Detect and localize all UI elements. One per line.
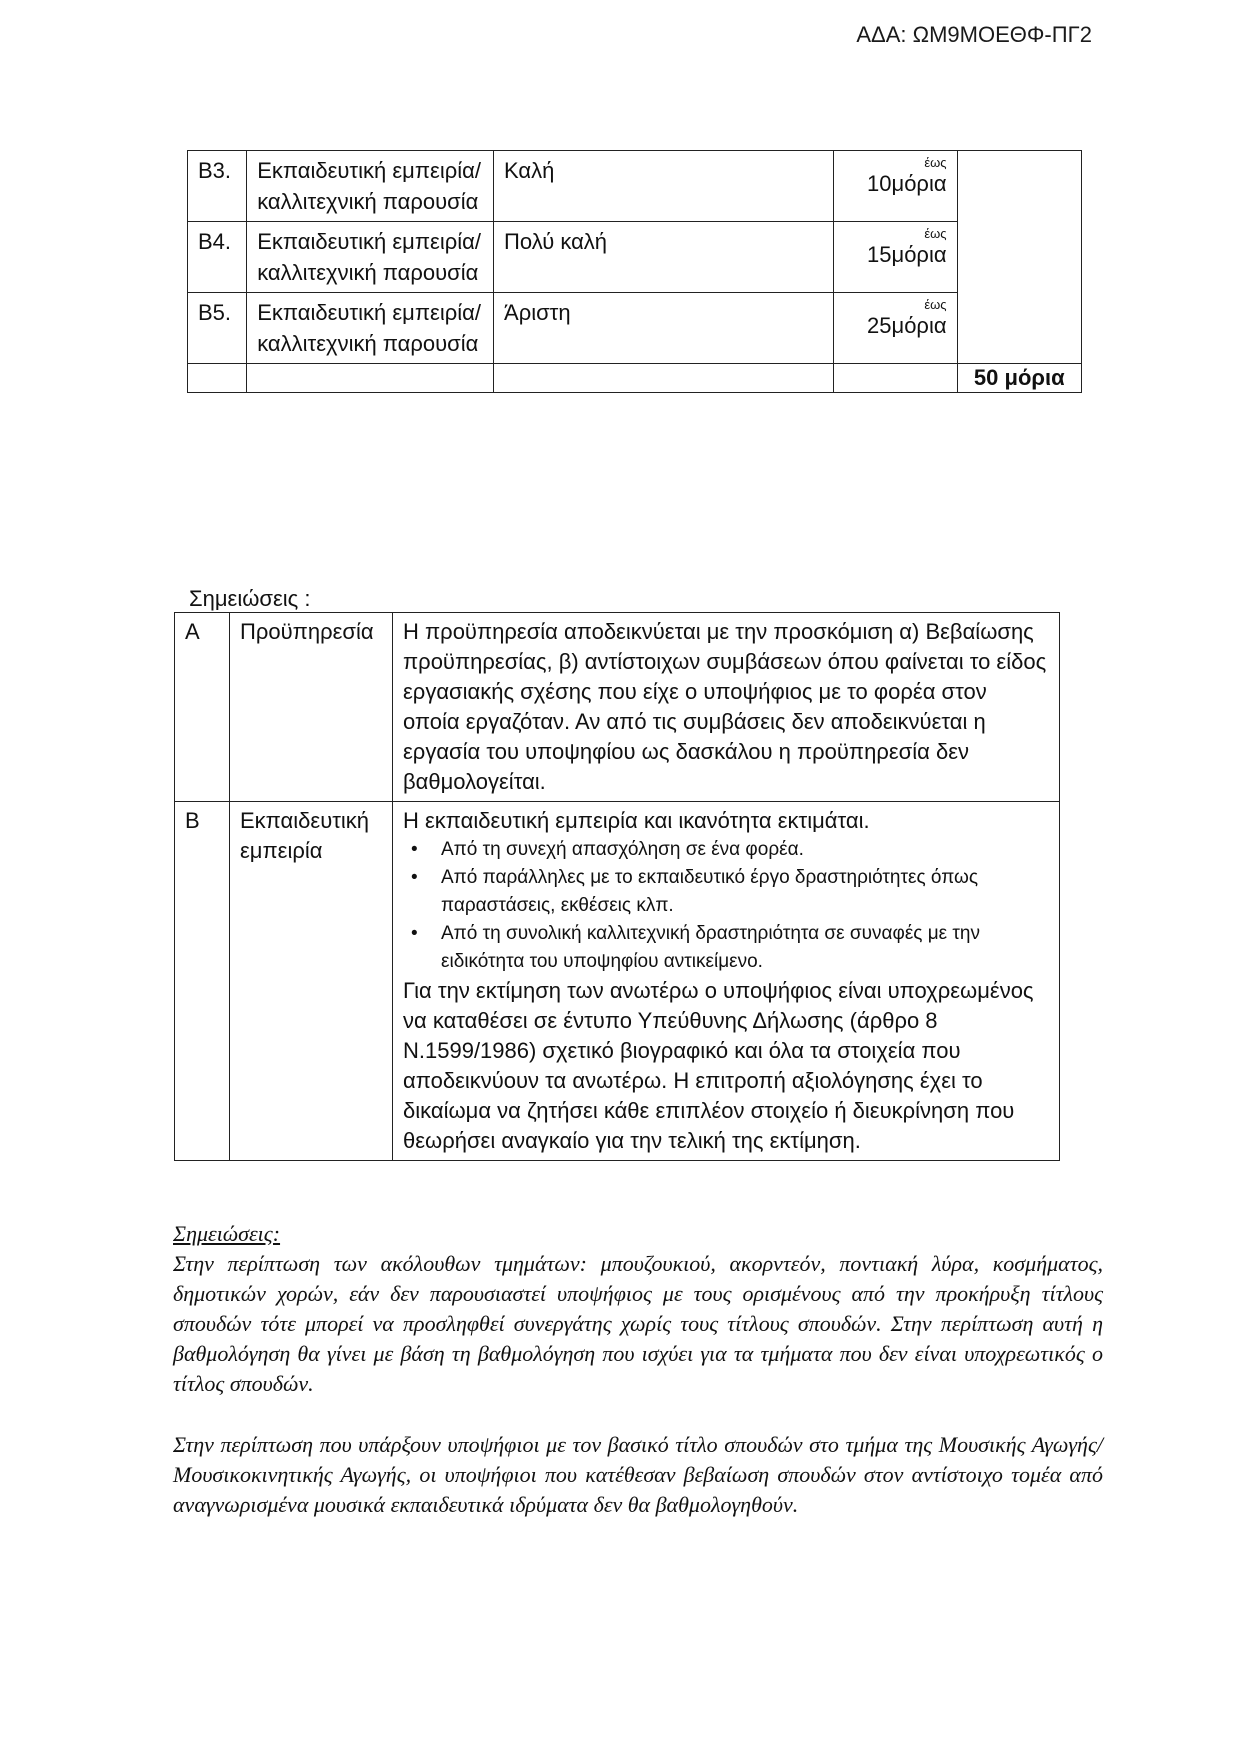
row-code: Β3.	[188, 151, 247, 222]
bullet-icon: •	[411, 867, 418, 888]
score-table	[187, 150, 1082, 393]
italic-notes-paragraph: Στην περίπτωση των ακόλουθων τμημάτων: μπουζουκιού, ακορντεόν, ποντιακή λύρα, κοσμήματος, δημοτικών χορών, εάν δεν παρουσιαστεί υποψήφιος με τους ορισμένους από την προκήρυξη τίτλους σπουδών τότε μπορεί να προσληφθεί συνεργάτης χωρίς τους τίτλους σπουδών. Στην περίπτωση αυτή η βαθμολόγηση θα γίνει με βάση τη βαθμολόγηση που ισχύει για τα τμήματα που δεν είναι υποχρεωτικός ο τίτλος σπουδών.	[173, 1251, 1103, 1396]
italic-notes-title: Σημειώσεις:	[173, 1221, 281, 1246]
notes-table	[174, 612, 1060, 1161]
note-intro: Η εκπαιδευτική εμπειρία και ικανότητα εκτιμάται.	[403, 808, 870, 833]
upto-label: έως	[924, 226, 947, 241]
row-level: Άριστη	[494, 293, 834, 364]
empty-cell	[834, 364, 957, 393]
empty-cell	[494, 364, 834, 393]
italic-notes-paragraph-2: Στην περίπτωση που υπάρξουν υποψήφιοι με τον βασικό τίτλο σπουδών στο τμήμα της Μουσικής Αγωγής/ Μουσικοκινητικής Αγωγής, οι υποψήφιοι που κατέθεσαν βεβαίωση σπουδών στον αντίστοιχο τομέα από αναγνωρισμένα μουσικά εκπαιδευτικά ιδρύματα δεν θα βαθμολογηθούν.	[173, 1432, 1103, 1517]
table-row	[175, 613, 1060, 802]
row-points: 15μόρια	[867, 242, 947, 267]
note-key: Α	[175, 613, 230, 802]
notes-label: Σημειώσεις :	[189, 586, 311, 611]
row-points: 25μόρια	[867, 313, 947, 338]
row-description: Εκπαιδευτική εμπειρία/ καλλιτεχνική παρουσία	[247, 151, 494, 222]
table-row	[188, 151, 1082, 222]
bullet-text: Από τη συνολική καλλιτεχνική δραστηριότητα σε συναφές με την ειδικότητα του υποψηφίου αντικείμενο.	[441, 923, 980, 972]
note-outro: Για την εκτίμηση των ανωτέρω ο υποψήφιος είναι υποχρεωμένος να καταθέσει σε έντυπο Υπεύθυνης Δήλωσης (άρθρο 8 Ν.1599/1986) σχετικό βιογραφικό και όλα τα στοιχεία που αποδεικνύουν τα ανωτέρω. Η επιτροπή αξιολόγησης έχει το δικαίωμα να ζητήσει κάθε επιπλέον στοιχείο ή διευκρίνηση που θεωρήσει αναγκαίο για την τελική της εκτίμηση.	[403, 978, 1034, 1153]
empty-cell	[247, 364, 494, 393]
list-item	[403, 920, 1049, 976]
row-level: Καλή	[494, 151, 834, 222]
bullet-icon: •	[411, 839, 418, 860]
table-row	[188, 293, 1082, 364]
row-code: Β4.	[188, 222, 247, 293]
row-description: Εκπαιδευτική εμπειρία/ καλλιτεχνική παρουσία	[247, 293, 494, 364]
note-title: Προϋπηρεσία	[230, 613, 393, 802]
list-item	[403, 864, 1049, 920]
row-points: 10μόρια	[867, 171, 947, 196]
total-points: 50 μόρια	[957, 364, 1081, 393]
list-item	[403, 836, 1049, 864]
row-description: Εκπαιδευτική εμπειρία/ καλλιτεχνική παρουσία	[247, 222, 494, 293]
row-code: Β5.	[188, 293, 247, 364]
bullet-list	[403, 836, 1049, 976]
note-text: Η προϋπηρεσία αποδεικνύεται με την προσκόμιση α) Βεβαίωσης προϋπηρεσίας, β) αντίστοιχων συμβάσεων όπου φαίνεται το είδος εργασιακής σχέσης που είχε ο υποψήφιος με το φορέα στον οποία εργαζόταν. Αν από τις συμβάσεις δεν αποδεικνύεται η εργασία του υποψηφίου ως δασκάλου η προϋπηρεσία δεν βαθμολογείται.	[393, 613, 1060, 802]
table-row	[175, 802, 1060, 1161]
note-text-cell	[393, 802, 1060, 1161]
upto-label: έως	[924, 297, 947, 312]
total-row	[188, 364, 1082, 393]
bullet-text: Από παράλληλες με το εκπαιδευτικό έργο δραστηριότητες όπως παραστάσεις, εκθέσεις κλπ.	[441, 867, 979, 916]
empty-cell	[188, 364, 247, 393]
row-points-cell	[834, 222, 957, 293]
row-points-cell	[834, 151, 957, 222]
total-cell-empty	[957, 151, 1081, 364]
bullet-text: Από τη συνεχή απασχόληση σε ένα φορέα.	[441, 839, 804, 860]
row-points-cell	[834, 293, 957, 364]
italic-notes-block	[173, 1219, 1103, 1399]
upto-label: έως	[924, 155, 947, 170]
note-key: Β	[175, 802, 230, 1161]
note-title: Εκπαιδευτική εμπειρία	[230, 802, 393, 1161]
table-row	[188, 222, 1082, 293]
row-level: Πολύ καλή	[494, 222, 834, 293]
ada-code: ΑΔΑ: ΩΜ9ΜΟΕΘΦ-ΠΓ2	[856, 22, 1092, 47]
bullet-icon: •	[411, 923, 418, 944]
